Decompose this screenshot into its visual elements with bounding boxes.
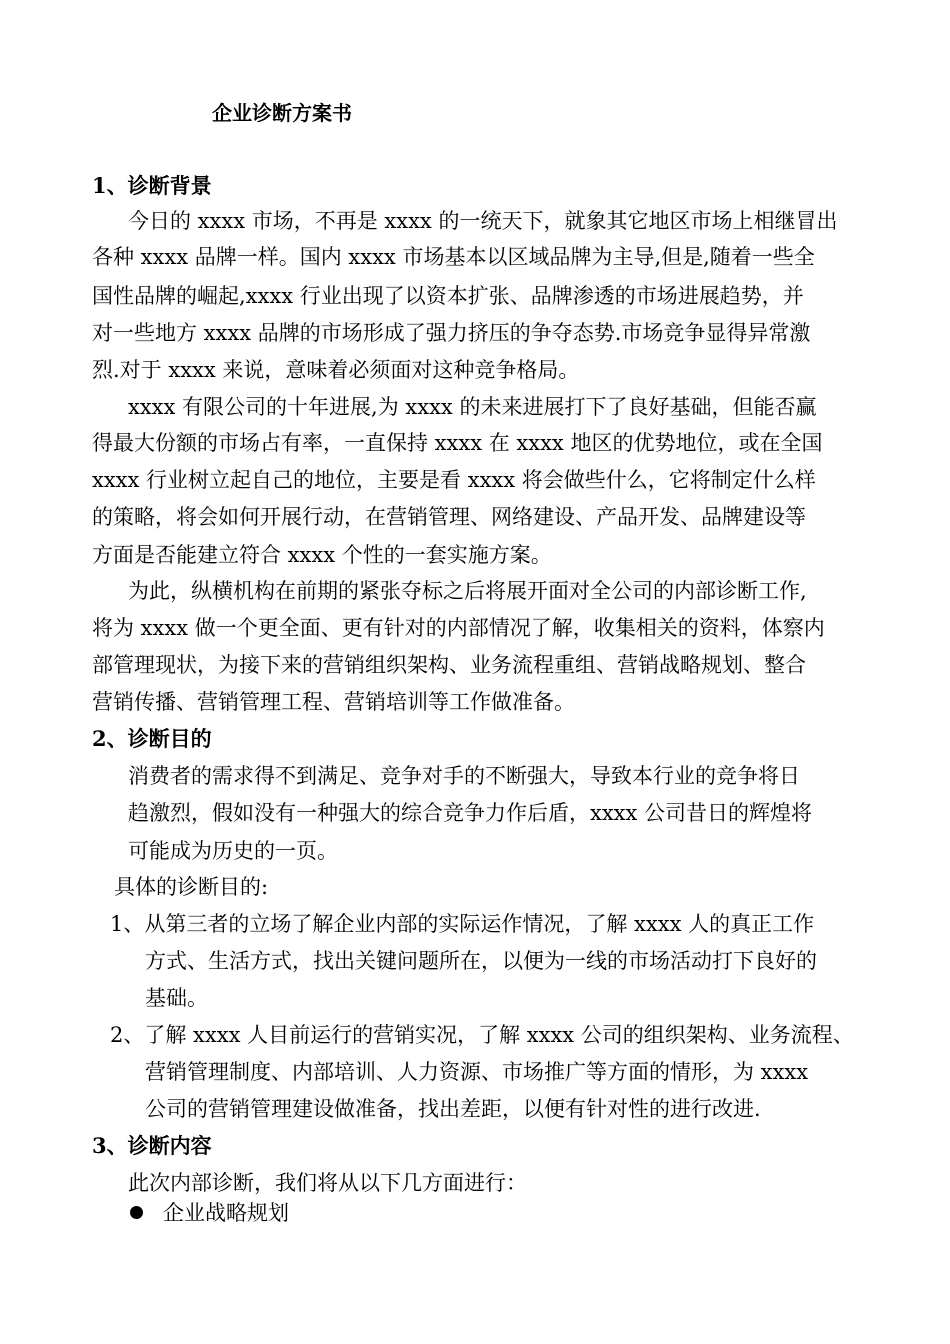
text-line: 烈.对于 xxxx 来说，意味着必须面对这种竞争格局。 (92, 358, 580, 382)
text-line: 得最大份额的市场占有率，一直保持 xxxx 在 xxxx 地区的优势地位，或在全国 (92, 431, 823, 455)
text-line: 2、了解 xxxx 人目前运行的营销实况，了解 xxxx 公司的组织架构、业务流程、 (110, 1023, 854, 1047)
text-line: 部管理现状，为接下来的营销组织架构、业务流程重组、营销战略规划、整合 (92, 653, 806, 677)
text-line: 将为 xxxx 做一个更全面、更有针对的内部情况了解，收集相关的资料，体察内 (92, 616, 825, 640)
section-3-intro: 此次内部诊断，我们将从以下几方面进行： (128, 1171, 527, 1195)
section-2-subheading: 具体的诊断目的: (114, 875, 269, 899)
text-line: 营销管理制度、内部培训、人力资源、市场推广等方面的情形，为 xxxx (145, 1060, 809, 1084)
text-line: 今日的 xxxx 市场，不再是 xxxx 的一统天下，就象其它地区市场上相继冒出 (128, 209, 838, 233)
text-line: 公司的营销管理建设做准备，找出差距，以便有针对性的进行改进. (145, 1097, 761, 1121)
section-3-heading: 3、诊断内容 (92, 1133, 212, 1158)
bullet-item: 企业战略规划 (163, 1201, 289, 1225)
text-line: 基础。 (145, 986, 208, 1010)
text-line: 消费者的需求得不到满足、竞争对手的不断强大，导致本行业的竞争将日 (128, 764, 800, 788)
text-line: 国性品牌的崛起,xxxx 行业出现了以资本扩张、品牌渗透的市场进展趋势，并 (92, 284, 804, 308)
text-line: xxxx 有限公司的十年进展,为 xxxx 的未来进展打下了良好基础，但能否赢 (128, 395, 817, 419)
section-1-heading: 1、诊断背景 (92, 173, 212, 198)
text-line: 为此，纵横机构在前期的紧张夺标之后将展开面对全公司的内部诊断工作, (128, 579, 807, 603)
text-line: 各种 xxxx 品牌一样。国内 xxxx 市场基本以区域品牌为主导,但是,随着一些全 (92, 245, 815, 269)
text-line: xxxx 行业树立起自己的地位，主要是看 xxxx 将会做些什么，它将制定什么样 (92, 468, 816, 492)
text-line: 趋激烈，假如没有一种强大的综合竞争力作后盾，xxxx 公司昔日的辉煌将 (128, 801, 813, 825)
text-line: 对一些地方 xxxx 品牌的市场形成了强力挤压的争夺态势.市场竞争显得异常激 (92, 321, 811, 345)
text-line: 的策略，将会如何开展行动，在营销管理、网络建设、产品开发、品牌建设等 (92, 505, 806, 529)
text-line: 1、从第三者的立场了解企业内部的实际运作情况，了解 xxxx 人的真正工作 (110, 912, 815, 936)
text-line: 可能成为历史的一页。 (128, 839, 338, 863)
bullet-dot-icon (130, 1206, 143, 1219)
text-line: 营销传播、营销管理工程、营销培训等工作做准备。 (92, 690, 575, 714)
section-2-heading: 2、诊断目的 (92, 726, 212, 751)
document-title: 企业诊断方案书 (212, 101, 352, 125)
text-line: 方面是否能建立符合 xxxx 个性的一套实施方案。 (92, 543, 552, 567)
text-line: 方式、生活方式，找出关键问题所在，以便为一线的市场活动打下良好的 (145, 949, 817, 973)
